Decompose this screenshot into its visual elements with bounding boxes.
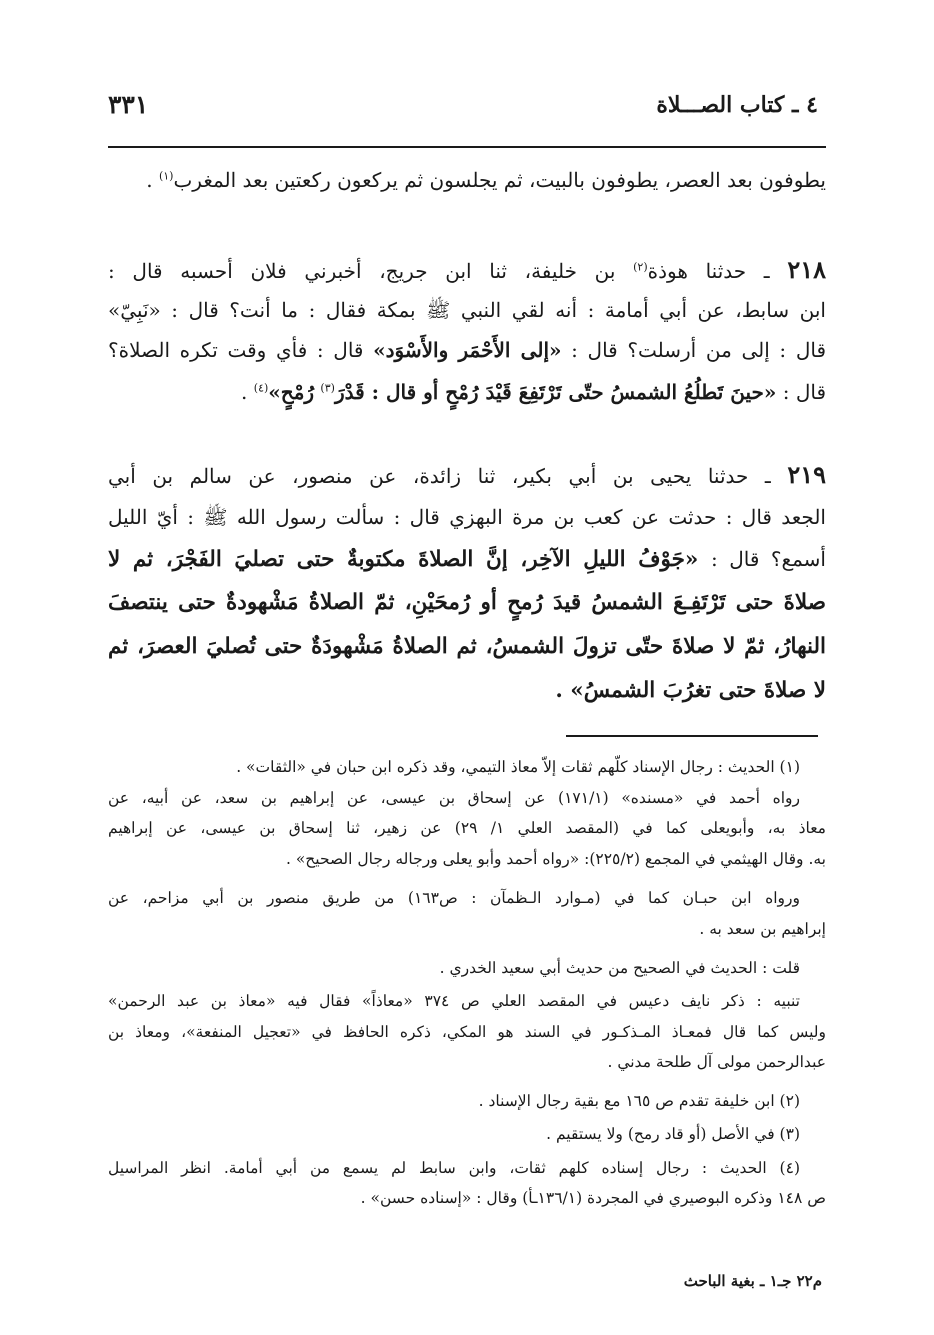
footnote-text: عبدالرحمن مولى آل طلحة مدني . bbox=[607, 1053, 826, 1071]
body-text: بن خليفة، ثنا ابن جريج، أخبرني فلان أحسبه قال : bbox=[108, 259, 616, 283]
hadith-219-line-6 bbox=[108, 670, 826, 712]
body-text: يطوفون بعد العصر، يطوفون بالبيت، ثم يجلسون ثم يركعون ركعتين بعد المغرب bbox=[173, 168, 826, 192]
footnote-text: معاذ به، وأبويعلى كما في (المقصد العلي ١/ ٢٩) عن زهير، ثنا إسحاق بن عيسى، عن إبراهيم bbox=[108, 819, 826, 837]
body-text: ابن سابط، عن أبي أمامة : أنه لقي النبي ﷺ بمكة فقال : ما أنت؟ قال : «نَبِيّ» bbox=[108, 298, 826, 322]
footnote-text: ورواه ابن حبـان كما في (مـوارد الـظمآن : ص١٦٣) من طريق منصور بن أبي مزاحم، عن bbox=[108, 889, 800, 907]
footnote-text: رواه أحمد في «مسنده» (١٧١/١) عن إسحاق بن عيسى، عن إبراهيم بن سعد، عن أبيه، عن bbox=[108, 789, 800, 807]
hadith-number: ٢١٩ bbox=[787, 460, 826, 489]
hadith-219-line-3 bbox=[108, 538, 826, 581]
footnote-text: وليس كما قال فمعـاذ المـذكـور في السند هو المكي، ذكره الحافظ في «تعجيل المنفعة»، ومعاذ بن bbox=[108, 1023, 826, 1041]
body-text: قال : فأي وقت تكره الصلاة؟ bbox=[108, 338, 364, 362]
body-text: . bbox=[241, 380, 248, 404]
prophetic-quote: صلاةَ حتى تَرْتَفِـعَ الشمسُ قيدَ رُمحٍ أو رُمحَيْنِ، ثمّ الصلاةُ مَشْهودةٌ حتى ينتصفَ bbox=[108, 590, 826, 615]
footnote-text: (١) الحديث : رجال الإسناد كلّهم ثقات إلاّ معاذ التيمي، وقد ذكره ابن حبان في «الثقات» . bbox=[236, 758, 800, 776]
footnote-ref: (٢) bbox=[633, 260, 648, 274]
hadith-218-line-2 bbox=[108, 290, 826, 330]
body-text: قال : إلى من أرسلت؟ قال : bbox=[571, 338, 826, 362]
footnote-3 bbox=[108, 1119, 800, 1149]
footnote-text: ص ١٤٨ وذكره البوصيري في المجردة (١٣٦/١ـأ) وقال : «إسناده حسن» . bbox=[360, 1189, 826, 1207]
footnote-text: (٣) في الأصل (أو قاد رمح) ولا يستقيم . bbox=[546, 1125, 800, 1143]
body-text: . bbox=[146, 168, 153, 192]
footnote-line bbox=[108, 783, 800, 813]
body-text: ـ حدثنا يحيى بن أبي بكير، ثنا زائدة، عن منصور، عن سالم بن أبي bbox=[108, 464, 771, 488]
footnote-text: إبراهيم بن سعد به . bbox=[699, 920, 826, 938]
hadith-218-line-3 bbox=[108, 330, 826, 370]
prophetic-quote: «إلى الأَحْمَر والأَسْوَد» bbox=[373, 338, 562, 362]
hadith-218-line-1 bbox=[108, 250, 826, 291]
body-text: ـ حدثنا هوذة bbox=[647, 259, 770, 283]
footnote-text: به. وقال الهيثمي في المجمع (٢٢٥/٢): «رواه أحمد وأبو يعلى ورجاله رجال الصحيح» . bbox=[285, 850, 826, 868]
footnote-line bbox=[108, 1017, 826, 1047]
hadith-number: ٢١٨ bbox=[787, 255, 826, 284]
hadith-219-line-5 bbox=[108, 626, 826, 668]
footnote-line bbox=[108, 914, 826, 944]
hadith-219-line-2 bbox=[108, 497, 826, 537]
body-line-1 bbox=[108, 160, 826, 200]
footnote-4 bbox=[108, 1153, 800, 1183]
prophetic-quote: رُمْحٍ» bbox=[268, 380, 315, 404]
footnote-line bbox=[108, 1183, 826, 1213]
prophetic-quote: «جَوْفُ الليلِ الآخِر، إنَّ الصلاةَ مكتوبةٌ حتى تصليَ الفَجْرَ، ثم لا bbox=[108, 547, 699, 572]
page-number: ٣٣١ bbox=[108, 90, 149, 119]
body-text: قال : bbox=[782, 380, 826, 404]
footnote-text: (٤) الحديث : رجال إسناده كلهم ثقات، وابن سابط لم يسمع من أبي أمامة. انظر المراسيل bbox=[108, 1159, 800, 1177]
running-header-chapter: ٤ ـ كتاب الصـــلاة bbox=[656, 92, 818, 118]
footnote-ref: (٤) bbox=[253, 381, 269, 395]
prophetic-quote: لا صلاةَ حتى تغرُبَ الشمسُ» . bbox=[555, 678, 826, 703]
header-rule bbox=[108, 146, 826, 148]
hadith-219-line-1 bbox=[108, 455, 826, 496]
footnote-line bbox=[108, 813, 826, 843]
footnote-text: قلت : الحديث في الصحيح من حديث أبي سعيد الخدري . bbox=[439, 959, 800, 977]
footnote-line bbox=[108, 883, 800, 913]
body-text: أسمع؟ قال : bbox=[710, 547, 826, 571]
prophetic-quote: النهارُ، ثمّ لا صلاةَ حتّى تزولَ الشمسُ، ثم الصلاةُ مَشْهودَةٌ حتى تُصليَ العصرَ، ثم bbox=[108, 634, 826, 659]
footnote-line bbox=[108, 844, 826, 874]
footnote-separator bbox=[566, 735, 818, 737]
hadith-219-line-4 bbox=[108, 582, 826, 624]
footnote-ref: (١) bbox=[158, 169, 174, 183]
footnote-2 bbox=[108, 1086, 800, 1116]
prophetic-quote: «حينَ تَطلُعُ الشمسُ حتّى تَرْتَفِعَ قَيْدَ رُمْحٍ أو قال : قَدْرَ bbox=[334, 380, 777, 404]
printer-signature: م٢٢ جـ١ ـ بغية الباحث bbox=[683, 1272, 822, 1290]
footnote-text: (٢) ابن خليفة تقدم ص ١٦٥ مع بقية رجال الإسناد . bbox=[478, 1092, 800, 1110]
footnote-line bbox=[108, 953, 800, 983]
body-text: الجعد قال : حدثت عن كعب بن مرة البهزي قال : سألت رسول الله ﷺ : أيّ الليل bbox=[108, 505, 826, 529]
footnote-text: تنبيه : ذكر نايف دعيس في المقصد العلي ص ٣٧٤ «معاذاً» فقال فيه «معاذ بن عبد الرحمن» bbox=[108, 992, 800, 1010]
footnote-line bbox=[108, 986, 800, 1016]
footnote-ref: (٣) bbox=[320, 381, 335, 395]
footnote-line bbox=[108, 1047, 826, 1077]
footnote-1 bbox=[108, 752, 800, 782]
hadith-218-line-4 bbox=[108, 372, 826, 412]
